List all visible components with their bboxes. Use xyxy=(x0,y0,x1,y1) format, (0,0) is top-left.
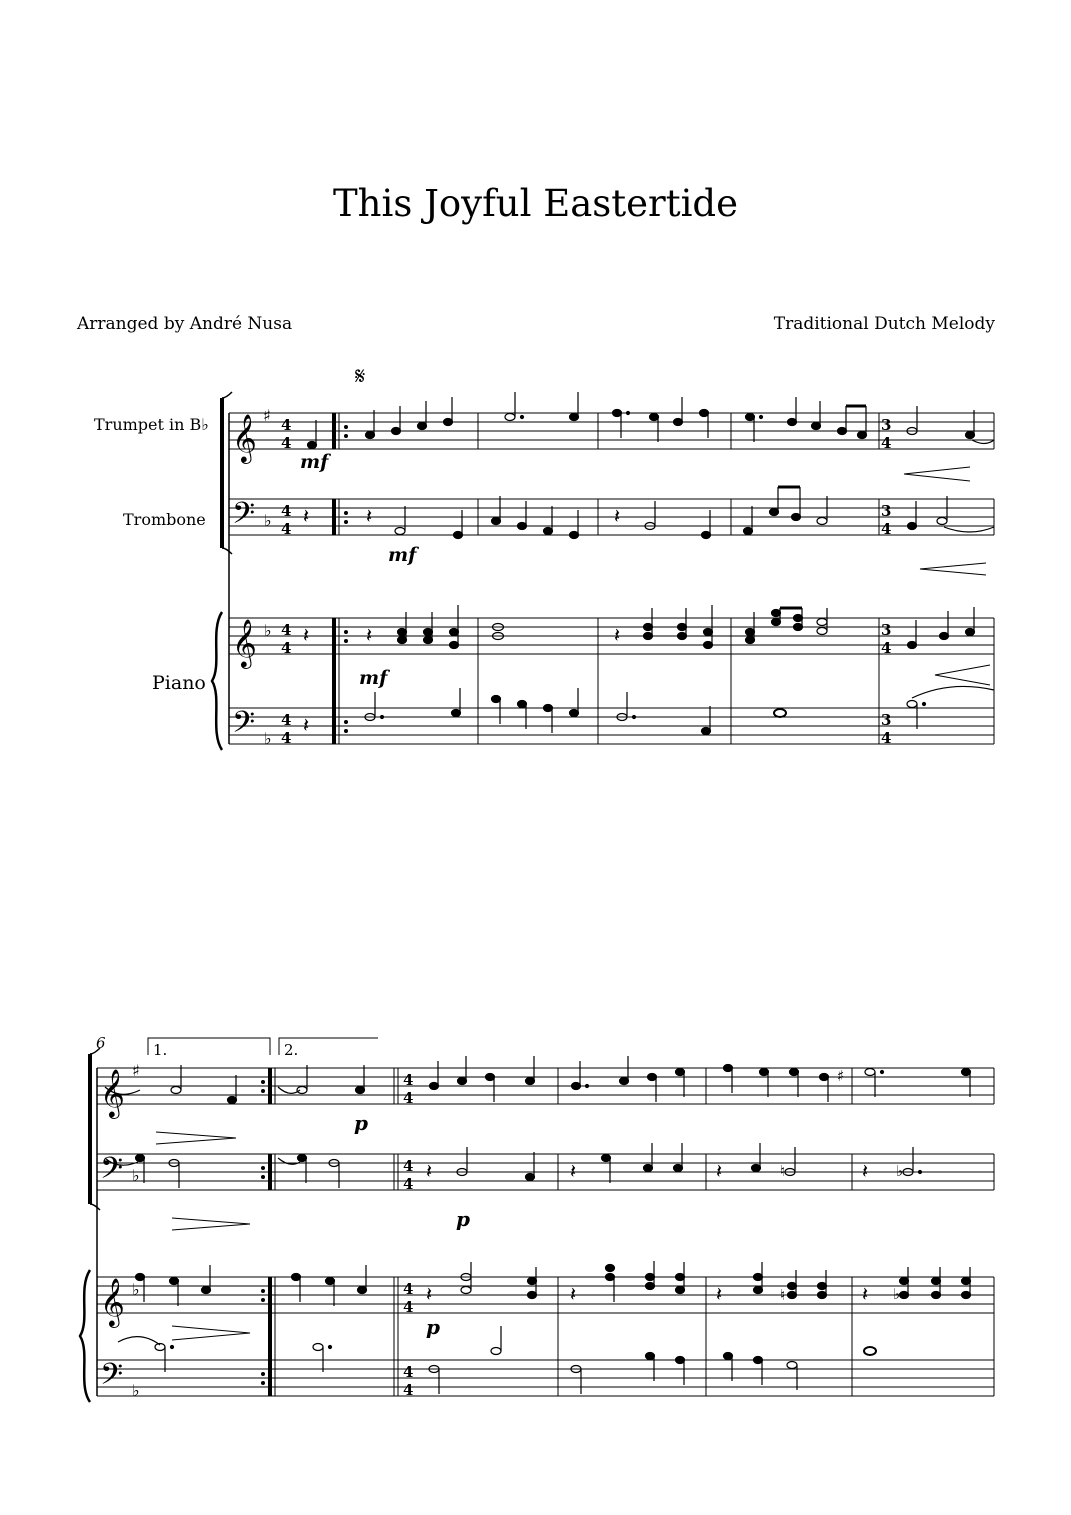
time-sig-bottom: 4 xyxy=(881,729,892,747)
treble-clef-icon: 𝄞 xyxy=(232,413,257,462)
flat-icon: ♭ xyxy=(264,621,272,640)
sharp-icon: ♯ xyxy=(132,1061,140,1080)
time-sig-bottom: 4 xyxy=(881,434,892,452)
instrument-label-piano: Piano xyxy=(152,672,206,694)
dynamic-mf: mf xyxy=(359,667,388,689)
quarter-rest-icon: 𝄽 xyxy=(614,623,621,647)
instrument-label-trumpet: Trumpet in B♭ xyxy=(94,415,209,434)
time-sig-bottom: 4 xyxy=(881,639,892,657)
quarter-rest-icon: 𝄽 xyxy=(862,1159,869,1183)
dynamic-p: p xyxy=(354,1111,368,1135)
quarter-rest-icon: 𝄽 xyxy=(426,1282,433,1306)
quarter-rest-icon: 𝄽 xyxy=(716,1282,723,1306)
quarter-rest-icon: 𝄽 xyxy=(303,713,310,737)
time-sig-top: 4 xyxy=(403,1071,414,1089)
time-sig-bottom: 4 xyxy=(281,639,292,657)
natural-icon: ♮ xyxy=(780,1286,786,1304)
time-sig-bottom: 4 xyxy=(881,520,892,538)
flat-icon: ♭ xyxy=(896,1162,904,1180)
quarter-rest-icon: 𝄽 xyxy=(570,1159,577,1183)
quarter-rest-icon: 𝄽 xyxy=(862,1282,869,1306)
bass-clef-icon: 𝄢 xyxy=(100,1152,124,1193)
volta-2-label: 2. xyxy=(284,1041,299,1059)
time-sig-top: 3 xyxy=(881,502,892,520)
flat-icon: ♭ xyxy=(264,511,272,530)
bass-clef-icon: 𝄢 xyxy=(100,1358,124,1399)
natural-icon: ♮ xyxy=(780,1162,786,1180)
time-sig-top: 4 xyxy=(281,502,292,520)
time-sig-top: 4 xyxy=(281,621,292,639)
time-sig-bottom: 4 xyxy=(403,1381,414,1399)
dynamic-mf: mf xyxy=(300,451,329,473)
dynamic-mf: mf xyxy=(388,544,417,566)
time-sig-top: 3 xyxy=(881,711,892,729)
time-sig-bottom: 4 xyxy=(281,729,292,747)
sharp-icon: ♯ xyxy=(263,406,271,425)
quarter-rest-icon: 𝄽 xyxy=(716,1159,723,1183)
flat-icon: ♭ xyxy=(264,729,272,748)
time-sig-top: 4 xyxy=(281,416,292,434)
clefs-sys2 xyxy=(100,1061,140,1400)
staff-piano-lh-2 xyxy=(97,1360,994,1396)
flat-icon: ♭ xyxy=(893,1285,901,1303)
flat-icon: ♭ xyxy=(132,1280,140,1299)
time-sig-top: 4 xyxy=(281,711,292,729)
treble-clef-icon: 𝄞 xyxy=(232,618,257,667)
bass-clef-icon: 𝄢 xyxy=(232,706,256,747)
time-sig-bottom: 4 xyxy=(281,434,292,452)
notes-sys2 xyxy=(105,1056,971,1394)
measure-number: 6 xyxy=(96,1034,106,1052)
quarter-rest-icon: 𝄽 xyxy=(366,504,373,528)
quarter-rest-icon: 𝄽 xyxy=(570,1282,577,1306)
instrument-label-trombone: Trombone xyxy=(123,510,206,529)
time-sig-top: 3 xyxy=(881,621,892,639)
system-1 xyxy=(212,392,994,750)
quarter-rest-icon: 𝄽 xyxy=(303,504,310,528)
time-sig-top: 4 xyxy=(403,1157,414,1175)
treble-clef-icon: 𝄞 xyxy=(100,1277,125,1326)
treble-clef-icon: 𝄞 xyxy=(100,1068,125,1117)
dynamic-p: p xyxy=(426,1315,440,1339)
quarter-rest-icon: 𝄽 xyxy=(614,504,621,528)
time-sig-bottom: 4 xyxy=(403,1089,414,1107)
composer-credit: Traditional Dutch Melody xyxy=(773,314,995,334)
time-sig-top: 3 xyxy=(881,416,892,434)
staff-trombone-2 xyxy=(97,1154,994,1190)
time-sig-bottom: 4 xyxy=(403,1175,414,1193)
staff-piano-rh-2 xyxy=(97,1277,994,1313)
flat-icon: ♭ xyxy=(132,1166,140,1185)
time-sig-bottom: 4 xyxy=(281,520,292,538)
clefs-sys1 xyxy=(232,406,272,748)
time-sig-top: 4 xyxy=(403,1280,414,1298)
volta-1-label: 1. xyxy=(153,1041,168,1059)
sharp-icon: ♯ xyxy=(837,1067,845,1085)
quarter-rest-icon: 𝄽 xyxy=(426,1159,433,1183)
score-title: This Joyful Eastertide xyxy=(332,182,738,225)
system-2 xyxy=(80,1038,994,1402)
bass-clef-icon: 𝄢 xyxy=(232,497,256,538)
barlines-sys1 xyxy=(334,413,994,744)
time-sig-top: 4 xyxy=(403,1363,414,1381)
segno-icon: 𝄋 xyxy=(355,362,366,390)
flat-icon: ♭ xyxy=(132,1381,140,1400)
quarter-rest-icon: 𝄽 xyxy=(303,623,310,647)
arranger-credit: Arranged by André Nusa xyxy=(77,314,293,334)
dynamic-p: p xyxy=(456,1207,470,1231)
time-sig-bottom: 4 xyxy=(403,1298,414,1316)
quarter-rest-icon: 𝄽 xyxy=(366,623,373,647)
